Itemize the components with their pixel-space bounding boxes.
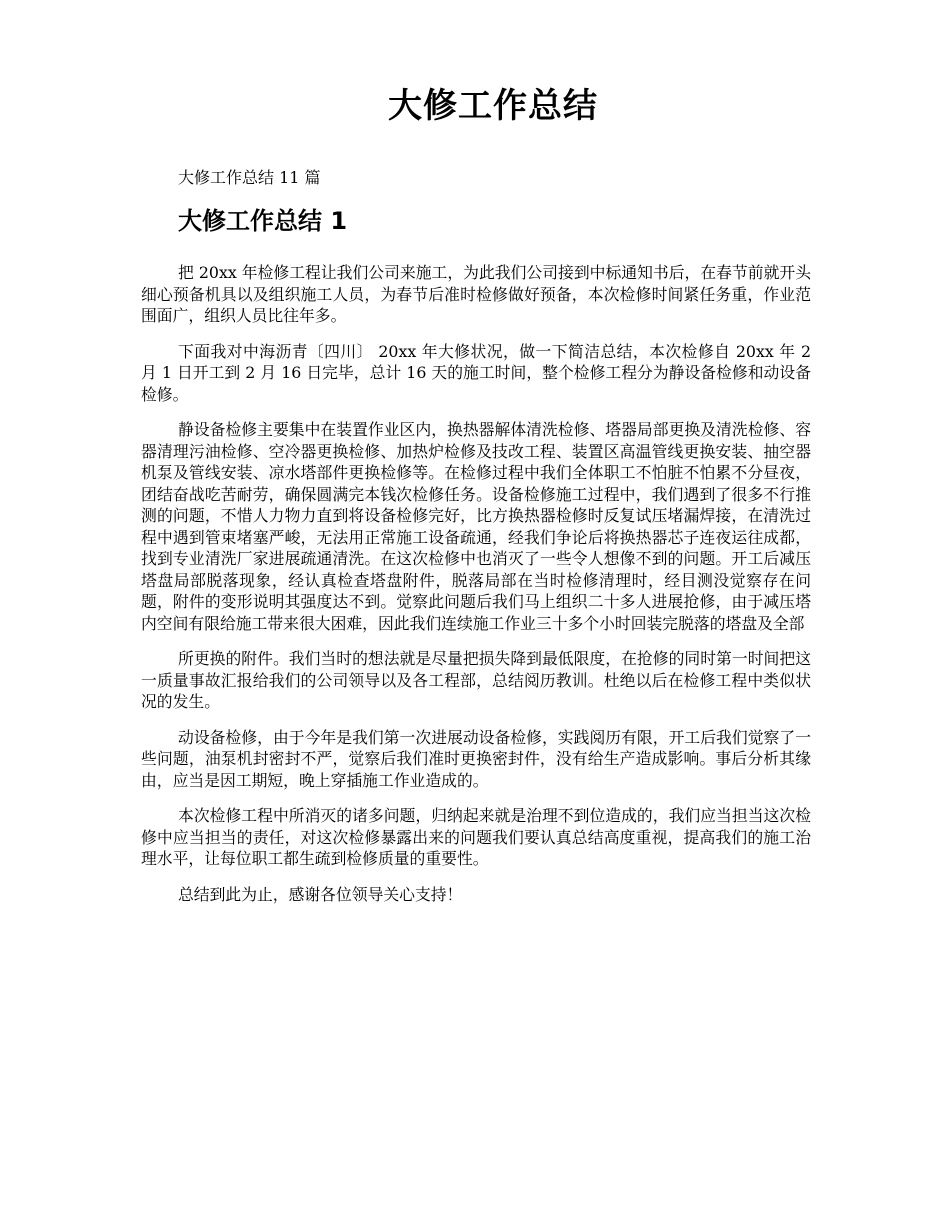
paragraph: 把 20xx 年检修工程让我们公司来施工，为此我们公司接到中标通知书后，在春节前就开头细心预备机具以及组织施工人员，为春节后准时检修做好预备，本次检修时间紧任务重，作业范围面广，组织人员比往年多。 bbox=[141, 263, 811, 325]
document-subtitle: 大修工作总结 11 篇 bbox=[178, 168, 321, 187]
paragraph: 本次检修工程中所消灭的诸多问题，归纳起来就是治理不到位造成的，我们应当担当这次检修中应当担当的责任，对这次检修暴露出来的问题我们要认真总结高度重视，提高我们的施工治理水平，让每位职工都生疏到检修质量的重要性。 bbox=[141, 806, 811, 868]
paragraph: 动设备检修，由于今年是我们第一次进展动设备检修，实践阅历有限，开工后我们觉察了一些问题，油泵机封密封不严，觉察后我们准时更换密封件，没有给生产造成影响。事后分析其缘由，应当是因工期短，晚上穿插施工作业造成的。 bbox=[141, 727, 811, 790]
paragraph: 静设备检修主要集中在装置作业区内，换热器解体清洗检修、塔器局部更换及清洗检修、容器清理污油检修、空冷器更换检修、加热炉检修及技改工程、装置区高温管线更换安装、抽空器机泵及管线安装、凉水塔部件更换检修等。在检修过程中我们全体职工不怕脏不怕累不分昼夜，团结奋战吃苦耐劳，确保圆满完本钱次检修任务。设备检修施工过程中，我们遇到了很多不行推测的问题，不惜人力物力直到将设备检修完好，比方换热器检修时反复试压堵漏焊接，在清洗过程中遇到管束堵塞严峻，无法用正常施工设备疏通，经我们争论后将换热器芯子连夜运往成都，找到专业清洗厂家进展疏通清洗。在这次检修中也消灭了一些令人想像不到的问题。开工后减压塔盘局部脱落现象，经认真检查塔盘附件，脱落局部在当时检修清理时，经目测没觉察存在问题，附件的变形说明其强度达不到。觉察此问题后我们马上组织二十多人进展抢修，由于减压塔内空间有限给施工带来很大困难，因此我们连续施工作业三十多个小时回装完脱落的塔盘及全部 bbox=[141, 420, 811, 633]
section-heading: 大修工作总结 1 bbox=[178, 207, 348, 235]
document-body bbox=[141, 262, 811, 919]
document-title: 大修工作总结 bbox=[388, 86, 598, 126]
paragraph: 总结到此为止，感谢各位领导关心支持！ bbox=[178, 884, 463, 904]
paragraph: 下面我对中海沥青〔四川〕 20xx 年大修状况，做一下简洁总结，本次检修自 20xx 年 2 月 1 日开工到 2 月 16 日完毕，总计 16 天的施工时间，整个检修工程分为静设备检修和动设备检修。 bbox=[141, 341, 811, 404]
paragraph: 所更换的附件。我们当时的想法就是尽量把损失降到最低限度，在抢修的同时第一时间把这一质量事故汇报给我们的公司领导以及各工程部，总结阅历教训。杜绝以后在检修工程中类似状况的发生。 bbox=[141, 649, 811, 711]
